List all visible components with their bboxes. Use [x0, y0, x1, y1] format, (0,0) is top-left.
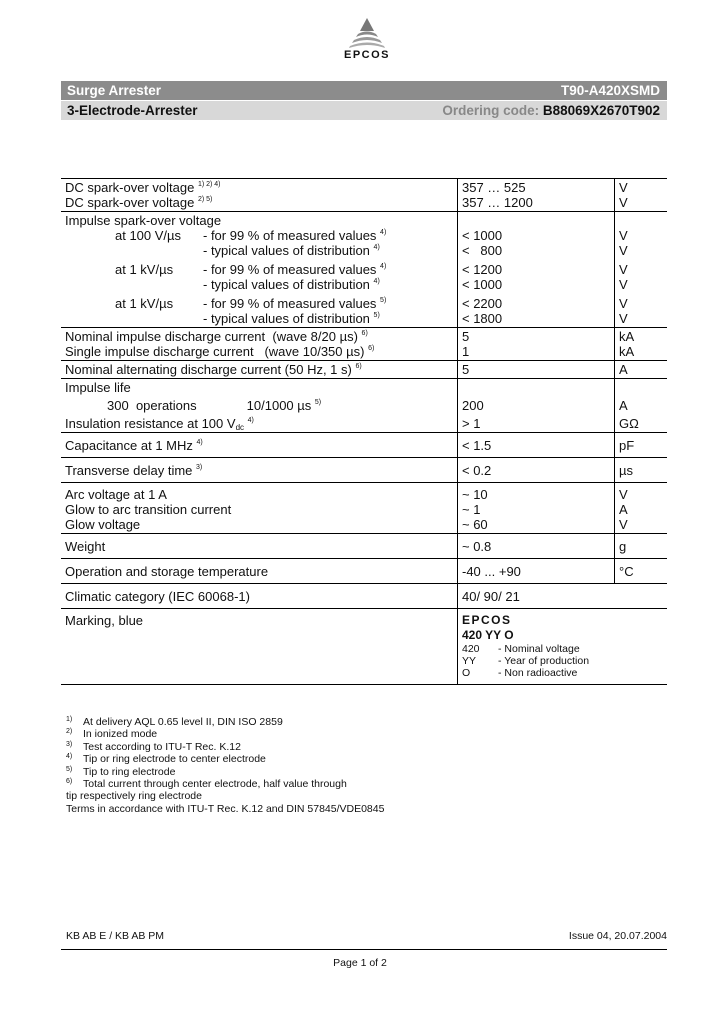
- table-row: [61, 212, 667, 328]
- table-row: [61, 433, 667, 458]
- delay-value: < 0.2: [462, 463, 492, 478]
- unit: V: [619, 180, 628, 195]
- specification-table: [61, 178, 667, 685]
- legend-key: YY: [462, 655, 477, 667]
- temperature-label: Operation and storage temperature: [65, 564, 269, 579]
- footnote-ref: 4): [247, 417, 254, 424]
- unit: V: [619, 243, 628, 258]
- unit: V: [619, 262, 628, 277]
- footnote-text: Test according to ITU-T Rec. K.12: [83, 740, 241, 753]
- insulation-value: > 1: [462, 416, 481, 431]
- footnote: [66, 803, 384, 815]
- unit: V: [619, 277, 628, 292]
- footnote: 6) Total current through center electrode, half value through: [66, 778, 347, 791]
- table-row: [61, 483, 667, 534]
- logo-text: EPCOS: [343, 49, 390, 61]
- footnote-text: Tip to ring electrode: [83, 765, 176, 778]
- temperature-value: -40 ... +90: [462, 564, 521, 579]
- table-row: [61, 534, 667, 559]
- arc-voltage-value: ~ 10: [462, 487, 488, 502]
- alternating-label: Nominal alternating discharge current (50 Hz, 1 s): [65, 362, 352, 377]
- footnote: 3) Test according to ITU-T Rec. K.12: [66, 740, 241, 753]
- footnote-ref: 5): [314, 399, 322, 406]
- impulse-row-label: - typical values of distribution: [203, 243, 370, 258]
- insulation-label: Insulation resistance at 100 V: [65, 416, 236, 431]
- impulse-value: < 1200: [462, 262, 503, 277]
- dc-spark-value: 357 … 525: [462, 180, 526, 195]
- table-row: [61, 559, 667, 584]
- unit: A: [619, 362, 628, 377]
- table-row: [61, 328, 667, 361]
- footnote-ref: 6): [355, 363, 362, 370]
- rate-label: at 100 V/µs: [115, 228, 182, 243]
- product-title: Surge Arrester: [67, 83, 162, 98]
- climatic-label: Climatic category (IEC 60068-1): [65, 589, 250, 604]
- footnote-ref: 4): [380, 263, 387, 270]
- legend-value: - Non radioactive: [498, 667, 578, 679]
- footnote-ref: 4): [380, 229, 387, 236]
- marking-legend-item: [462, 643, 663, 655]
- discharge-wave-2: (wave 10/350 µs): [264, 344, 365, 359]
- unit: V: [619, 517, 628, 532]
- impulse-row-label: - for 99 % of measured values: [203, 296, 377, 311]
- impulse-value: < 1800: [462, 311, 503, 326]
- footnote-text: Total current through center electrode, half value through: [83, 778, 347, 791]
- discharge-label-2: Single impulse discharge current: [65, 344, 254, 359]
- footer-issue: Issue 04, 20.07.2004: [568, 930, 667, 942]
- delay-label: Transverse delay time: [65, 463, 193, 478]
- rate-label: at 1 kV/µs: [115, 296, 174, 311]
- glow-arc-value: ~ 1: [462, 502, 481, 517]
- unit: V: [619, 228, 628, 243]
- footnote-text: At delivery AQL 0.65 level II, DIN ISO 2859: [83, 716, 283, 728]
- unit: A: [619, 398, 628, 413]
- glow-arc-label: Glow to arc transition current: [65, 502, 232, 517]
- legend-value: - Nominal voltage: [498, 643, 580, 655]
- impulse-life-title: Impulse life: [65, 380, 131, 395]
- footnote-text: tip respectively ring electrode: [66, 790, 202, 803]
- marking-code: 420 YY O: [462, 628, 514, 642]
- rate-label: at 1 kV/µs: [115, 262, 174, 277]
- footnote: 2) In ionized mode: [66, 728, 158, 741]
- unit: V: [619, 296, 628, 311]
- footnote: 5) Tip to ring electrode: [66, 765, 176, 778]
- unit: g: [619, 539, 627, 554]
- subtitle: 3-Electrode-Arrester: [67, 103, 198, 118]
- capacitance-label: Capacitance at 1 MHz: [65, 438, 193, 453]
- dc-spark-label: DC spark-over voltage: [65, 180, 195, 195]
- footnote-ref: 3): [196, 464, 203, 471]
- discharge-wave: (wave 8/20 µs): [272, 329, 358, 344]
- unit: GΩ: [619, 416, 639, 431]
- footnotes: [66, 716, 384, 815]
- life-count: 300: [107, 398, 129, 413]
- impulse-value: < 2200: [462, 296, 503, 311]
- legend-value: - Year of production: [498, 655, 590, 667]
- legend-key: O: [462, 667, 471, 679]
- footnote-ref: 5): [373, 312, 380, 319]
- unit: µs: [619, 463, 633, 478]
- alternating-value: 5: [462, 362, 470, 377]
- impulse-row-label: - for 99 % of measured values: [203, 262, 377, 277]
- discharge-value: 5: [462, 329, 470, 344]
- impulse-value: < 1000: [462, 277, 503, 292]
- table-row: [61, 458, 667, 483]
- footnote: [66, 790, 384, 802]
- footnote-ref: 6): [361, 330, 368, 337]
- epcos-logo: [332, 18, 402, 68]
- unit: kA: [619, 329, 635, 344]
- unit: pF: [619, 438, 635, 453]
- glow-voltage-value: ~ 60: [462, 517, 488, 532]
- footnote: 4) Tip or ring electrode to center electrode: [66, 753, 266, 766]
- impulse-row-label: - for 99 % of measured values: [203, 228, 377, 243]
- table-row: [61, 361, 667, 379]
- footnote-text: Terms in accordance with ITU-T Rec. K.12 and DIN 57845/VDE0845: [66, 802, 385, 815]
- table-row: [61, 609, 667, 685]
- marking-label: Marking, blue: [65, 613, 144, 628]
- footnote-ref: 5): [380, 297, 387, 304]
- ordering-label: Ordering code:: [442, 103, 540, 118]
- footnote-ref: 6): [368, 345, 375, 352]
- unit: kA: [619, 344, 635, 359]
- dc-spark-label-2: DC spark-over voltage: [65, 195, 195, 210]
- impulse-row-label: - typical values of distribution: [203, 277, 370, 292]
- unit: A: [619, 502, 628, 517]
- marking-logo: EPCOS: [462, 613, 512, 627]
- footnote-text: In ionized mode: [83, 728, 158, 741]
- discharge-label: Nominal impulse discharge current: [65, 329, 266, 344]
- marking-legend-item: [462, 667, 663, 679]
- unit: V: [619, 311, 628, 326]
- subheader-bar: [61, 101, 667, 120]
- footnote-ref: 4): [373, 244, 380, 251]
- unit: V: [619, 195, 628, 210]
- discharge-value-2: 1: [462, 344, 470, 359]
- header-bar: [61, 81, 667, 100]
- impulse-value: < 800: [462, 243, 503, 258]
- table-row: [61, 179, 667, 212]
- dc-subscript: dc: [235, 423, 245, 432]
- ordering-code-group: [442, 101, 660, 120]
- footnote: 1) At delivery AQL 0.65 level II, DIN ISO 2859: [66, 716, 283, 728]
- unit: V: [619, 487, 628, 502]
- footnote-text: Tip or ring electrode to center electrode: [83, 753, 266, 766]
- arc-voltage-label: Arc voltage at 1 A: [65, 487, 167, 502]
- impulse-title: Impulse spark-over voltage: [65, 213, 222, 228]
- type-code: T90-A420XSMD: [560, 83, 660, 98]
- climatic-value: 40/ 90/ 21: [462, 589, 520, 604]
- life-value: 200: [462, 398, 484, 413]
- dc-spark-value-2: 357 … 1200: [462, 195, 533, 210]
- footnote-ref: 1) 2) 4): [197, 181, 221, 188]
- footnote-ref: 4): [373, 278, 380, 285]
- ordering-code: B88069X2670T902: [542, 103, 660, 118]
- weight-label: Weight: [65, 539, 106, 554]
- legend-key: 420: [462, 643, 480, 655]
- life-wave: 10/1000 µs: [246, 398, 312, 413]
- marking-legend-item: [462, 655, 663, 667]
- weight-value: ~ 0.8: [462, 539, 492, 554]
- epcos-triangle-icon: [345, 18, 389, 48]
- table-row: [61, 584, 667, 609]
- impulse-value: < 1000: [462, 228, 503, 243]
- footer-divider: [61, 949, 667, 950]
- footer-department: KB AB E / KB AB PM: [66, 930, 165, 942]
- life-ops: operations: [135, 398, 197, 413]
- glow-voltage-label: Glow voltage: [65, 517, 141, 532]
- footnote-ref: 2) 5): [197, 196, 213, 203]
- footnote-ref: 4): [196, 439, 203, 446]
- table-row: [61, 379, 667, 433]
- impulse-row-label: - typical values of distribution: [203, 311, 370, 326]
- capacitance-value: < 1.5: [462, 438, 492, 453]
- unit: °C: [619, 564, 634, 579]
- page-number: Page 1 of 2: [333, 957, 387, 969]
